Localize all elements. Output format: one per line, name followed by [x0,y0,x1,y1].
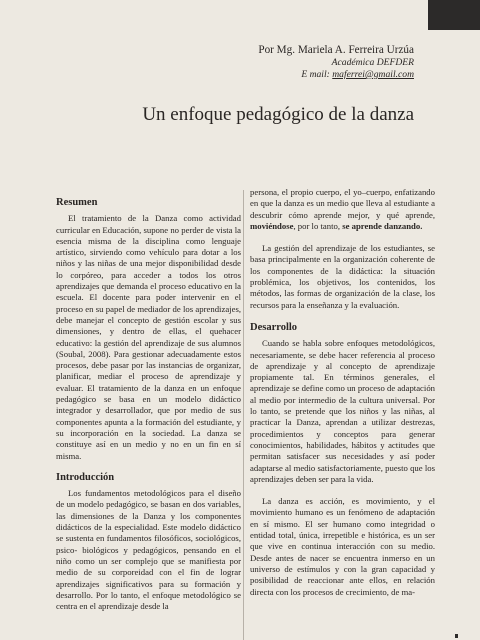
article-title: Un enfoque pedagógico de la danza [142,104,414,125]
bold-moviendose: moviéndose [250,220,294,231]
author-name: Por Mg. Mariela A. Ferreira Urzúa [258,44,414,56]
left-column [56,187,241,612]
email-label: E mail: [301,69,330,80]
page-corner-tab [428,0,480,30]
article-header [258,43,414,81]
page-edge-mark [455,634,458,638]
email-link[interactable]: maferrei@gmail.com [332,69,414,80]
author-email-line [258,69,414,81]
continuation-text-b: , por lo tanto, [293,220,341,231]
author-role: Académica DEFDER [331,57,414,68]
continuation-text-a: persona, el propio cuerpo, el yo–cuerpo, enfatizando en que la danza es un medio que lleva al estudiante a descubrir cómo aprende mejor, y qué aprende, [250,187,435,220]
right-column [250,187,435,598]
resumen-heading: Resumen [56,197,98,208]
desarrollo-paragraph-2: La danza es acción, es movimiento, y el movimiento humano es un fenómeno de adaptación en sí mismo. El ser humano como integridad o entidad total, única, irrepetible e histórica, es un ser que vive en continua interacción con su medio. Desde antes de nacer se encuentra inmerso en un universo de estímulos y con la gran capacidad y posibilidad de reaccionar ante ellos, en relación directa con los procesos de crecimiento, de ma- [250,496,435,597]
desarrollo-heading: Desarrollo [250,321,298,333]
gestion-paragraph: La gestión del aprendizaje de los estudiantes, se basa principalmente en la organización coherente de los componentes de la didáctica: la situación problémica, los objetivos, los contenidos, los métodos, las formas de organización de la clase, los recursos para la enseñanza y la evaluación. [250,243,435,310]
desarrollo-paragraph-1: Cuando se habla sobre enfoques metodológicos, necesariamente, se debe hacer referencia al proceso de aprendizaje y al concepto de aprendizaje propiamente tal. En términos generales, el aprendizaje se define como un proceso de adaptación al medio por intermedio de la cultura universal. Por lo tanto, se pretende que los niños y las niñas, al practicar la Danza, aprendan a utilizar destrezas, procedimientos y conceptos para generar conocimientos, habilidades, hábitos y actitudes que permitan satisfacer sus necesidades y así poder adaptarse al medio satisfactoriamente, puesto que los aprendizajes deben ser para la vida. [250,338,436,484]
resumen-paragraph: El tratamiento de la Danza como actividad curricular en Educación, supone no perder de vista la esencia misma de la disciplina como lenguaje artístico, sirviendo como vehículo para dotar a los niños y las niñas de una mejor disponibilidad desde lo corpóreo, para acceder a todos los otros aprendizajes que demanda el proceso educativo en la escuela. El docente para poder intervenir en el proceso en su papel de mediador de los aprendizajes, debe manejar el concepto de gestión escolar y sus dimensiones, y dentro de ellas, el quehacer educativo: la gestión del aprendizaje de sus alumnos (Soubal, 2008). Para gestionar adecuadamente estos procesos, debe pasar por las instancias de organizar, planificar, mediar el proceso de aprendizaje y evaluar. El tratamiento de la danza en un enfoque pedagógico se basa en un modelo didáctico integrador y desarrollador, que por medio de sus componentes apunta a la formación del estudiante, y su incorporación en la sociedad. La danza se constituye así en un medio y no en un fin en sí misma. [56,213,241,461]
continuation-paragraph [250,187,435,232]
introduccion-heading: Introducción [56,471,115,483]
introduccion-paragraph: Los fundamentos metodológicos para el diseño de un modelo pedagógico, se basan en dos variables, las dimensiones de la Danza y los componentes didácticos de la especialidad. Este modelo didáctico se sustenta en fundamentos filosóficos, sociológicos, psico- biológicos y pedagógicos, pensando en el niño como un ser complejo que se manifiesta por medio de su corporeidad con el fin de lograr aprendizajes significativos para su formación y desarrollo. Por lo tanto, el enfoque metodológico se centra en el aprendizaje desde la [56,488,241,612]
bold-se-aprende-danzando: se aprende danzando. [342,220,423,231]
column-divider [243,190,244,640]
